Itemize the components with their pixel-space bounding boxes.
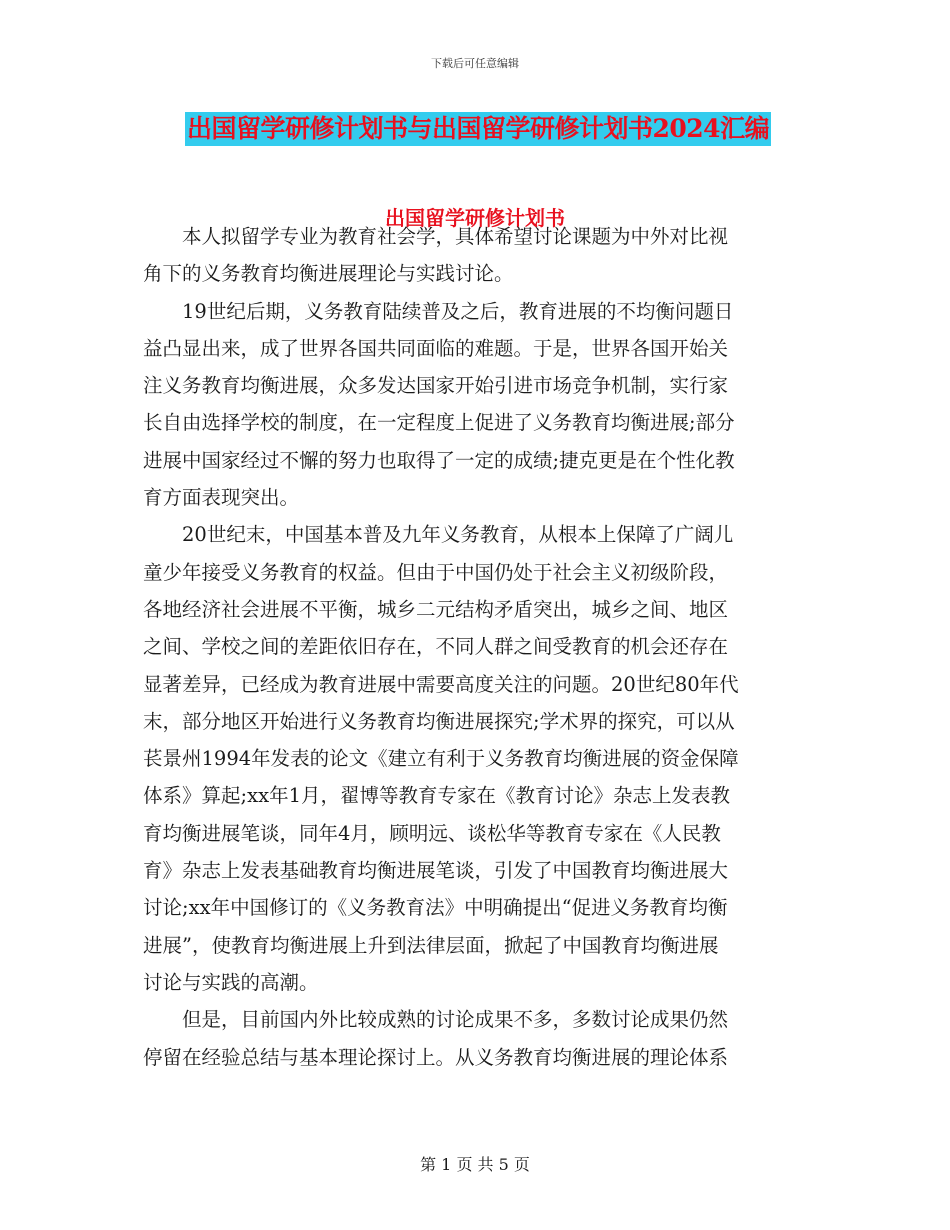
text-line: 末，部分地区开始进行义务教育均衡进展探究;学术界的探究，可以从 xyxy=(143,709,735,733)
text-line: 注义务教育均衡进展，众多发达国家开始引进市场竞争机制，实行家 xyxy=(143,374,729,398)
text-line: 体系》算起;xx年1月，翟博等教育专家在《教育讨论》杂志上发表教 xyxy=(143,784,730,808)
text-line: 20世纪末，中国基本普及九年义务教育，从根本上保障了广阔儿 xyxy=(143,523,734,547)
text-line: 进展”，使教育均衡进展上升到法律层面，掀起了中国教育均衡进展 xyxy=(143,933,719,957)
text-line: 显著差异，已经成为教育进展中需要高度关注的问题。20世纪80年代 xyxy=(143,672,739,696)
text-line: 讨论;xx年中国修订的《义务教育法》中明确提出“促进义务教育均衡 xyxy=(143,896,728,920)
text-line: 苌景州1994年发表的论文《建立有利于义务教育均衡进展的资金保障 xyxy=(143,747,739,771)
text-line: 角下的义务教育均衡进展理论与实践讨论。 xyxy=(143,262,514,286)
body-text xyxy=(143,218,811,1076)
text-line: 童少年接受义务教育的权益。但由于中国仍处于社会主义初级阶段， xyxy=(143,560,729,584)
text-line: 但是，目前国内外比较成熟的讨论成果不多，多数讨论成果仍然 xyxy=(143,1008,729,1032)
section-title: 出国留学研修计划书 xyxy=(385,206,565,230)
text-line: 长自由选择学校的制度，在一定程度上促进了义务教育均衡进展;部分 xyxy=(143,411,735,435)
text-line: 育均衡进展笔谈，同年4月，顾明远、谈松华等教育专家在《人民教 xyxy=(143,821,721,845)
text-line: 进展中国家经过不懈的努力也取得了一定的成绩;捷克更是在个性化教 xyxy=(143,448,735,472)
document-title: 出国留学研修计划书与出国留学研修计划书2024汇编 xyxy=(185,112,771,146)
text-line: 益凸显出来，成了世界各国共同面临的难题。于是，世界各国开始关 xyxy=(143,336,729,360)
text-line: 停留在经验总结与基本理论探讨上。从义务教育均衡进展的理论体系 xyxy=(143,1045,729,1069)
text-line: 各地经济社会进展不平衡，城乡二元结构矛盾突出，城乡之间、地区 xyxy=(143,597,729,621)
text-line: 育方面表现突出。 xyxy=(143,486,300,510)
text-line: 育》杂志上发表基础教育均衡进展笔谈，引发了中国教育均衡进展大 xyxy=(143,859,729,883)
text-line: 19世纪后期，义务教育陆续普及之后，教育进展的不均衡问题日 xyxy=(143,299,734,323)
text-line: 之间、学校之间的差距依旧存在，不同人群之间受教育的机会还存在 xyxy=(143,635,729,659)
text-line: 本人拟留学专业为教育社会学，具体希望讨论课题为中外对比视 xyxy=(143,225,729,248)
page-footer: 第 1 页 共 5 页 xyxy=(420,1155,530,1174)
header-note: 下载后可任意编辑 xyxy=(431,57,519,70)
text-line: 讨论与实践的高潮。 xyxy=(143,970,319,994)
